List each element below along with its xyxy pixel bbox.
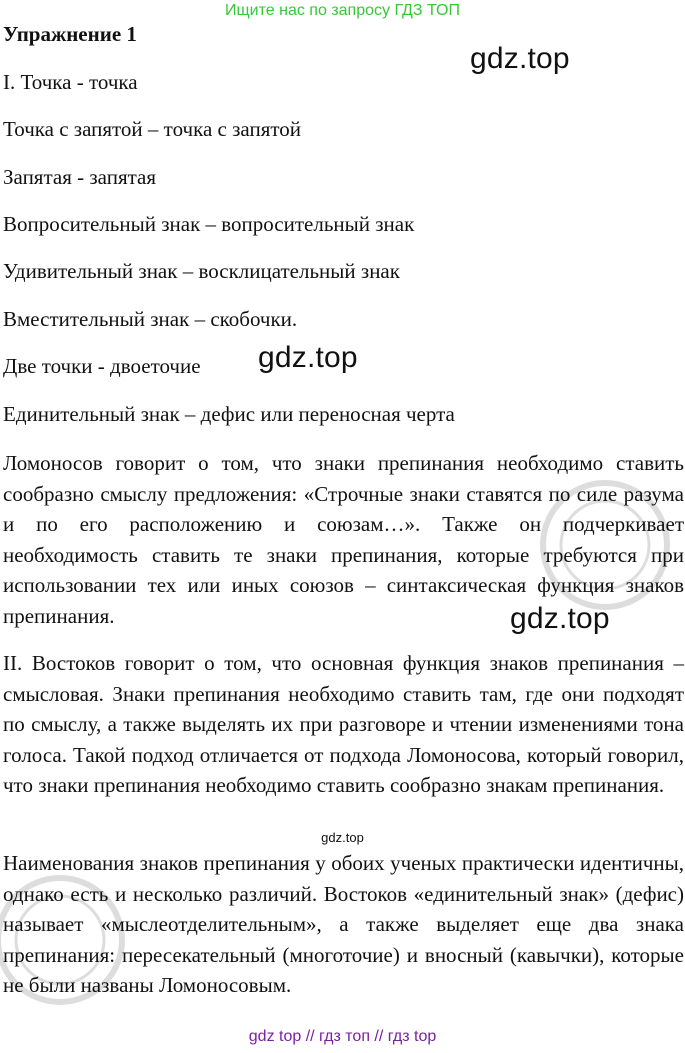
line-3: Запятая - запятая xyxy=(3,165,157,189)
line-2: Точка с запятой – точка с запятой xyxy=(3,117,301,141)
paragraph-vostokov: II. Востоков говорит о том, что основная функция знаков препинания – смысловая. Знаки препинания необходимо ставить там, где они подходят по смыслу, а также выделять их при разговоре и чтении изменениями тона голоса. Такой подход отличается от подхода Ломоносова, который говорил, что знаки препинания необходимо ставить сообразно знакам препинания. xyxy=(3,651,684,797)
footer-links: gdz top // гдз топ // гдз top xyxy=(248,1028,437,1045)
watermark-3: gdz.top xyxy=(510,602,610,635)
top-banner: Ищите нас по запросу ГДЗ ТОП xyxy=(225,2,460,19)
paragraph-comparison: Наименования знаков препинания у обоих ученых практически идентичны, однако есть и несколько различий. Востоков «единительный знак» (дефис) называет «мыслеотделительным», а также выделяет еще два знака препинания: пересекательный (многоточие) и вносный (кавычки), которые не были названы Ломоносовым. xyxy=(3,851,684,997)
watermark-2: gdz.top xyxy=(258,341,358,374)
watermark-1: gdz.top xyxy=(470,42,570,75)
exercise-title: Упражнение 1 xyxy=(3,22,137,46)
line-6: Вместительный знак – скобочки. xyxy=(3,307,298,331)
line-5: Удивительный знак – восклицательный знак xyxy=(3,259,400,283)
line-7: Две точки - двоеточие xyxy=(3,354,201,378)
seal-watermark-2 xyxy=(0,860,150,1020)
line-8: Единительный знак – дефис или переносная черта xyxy=(3,402,455,426)
paragraph-lomonosov: Ломоносов говорит о том, что знаки препинания необходимо ставить сообразно смыслу предложения: «Строчные знаки ставятся по силе разума и по его расположению и союзам…». Также он подчеркивает необходимость ставить те знаки препинания, которые требуются при использовании тех или иных союзов – синтаксическая функция знаков препинания. xyxy=(3,451,684,628)
line-4: Вопросительный знак – вопросительный знак xyxy=(3,212,415,236)
watermark-small: gdz.top xyxy=(321,830,364,845)
line-1: I. Точка - точка xyxy=(3,70,138,94)
seal-watermark xyxy=(530,470,680,620)
